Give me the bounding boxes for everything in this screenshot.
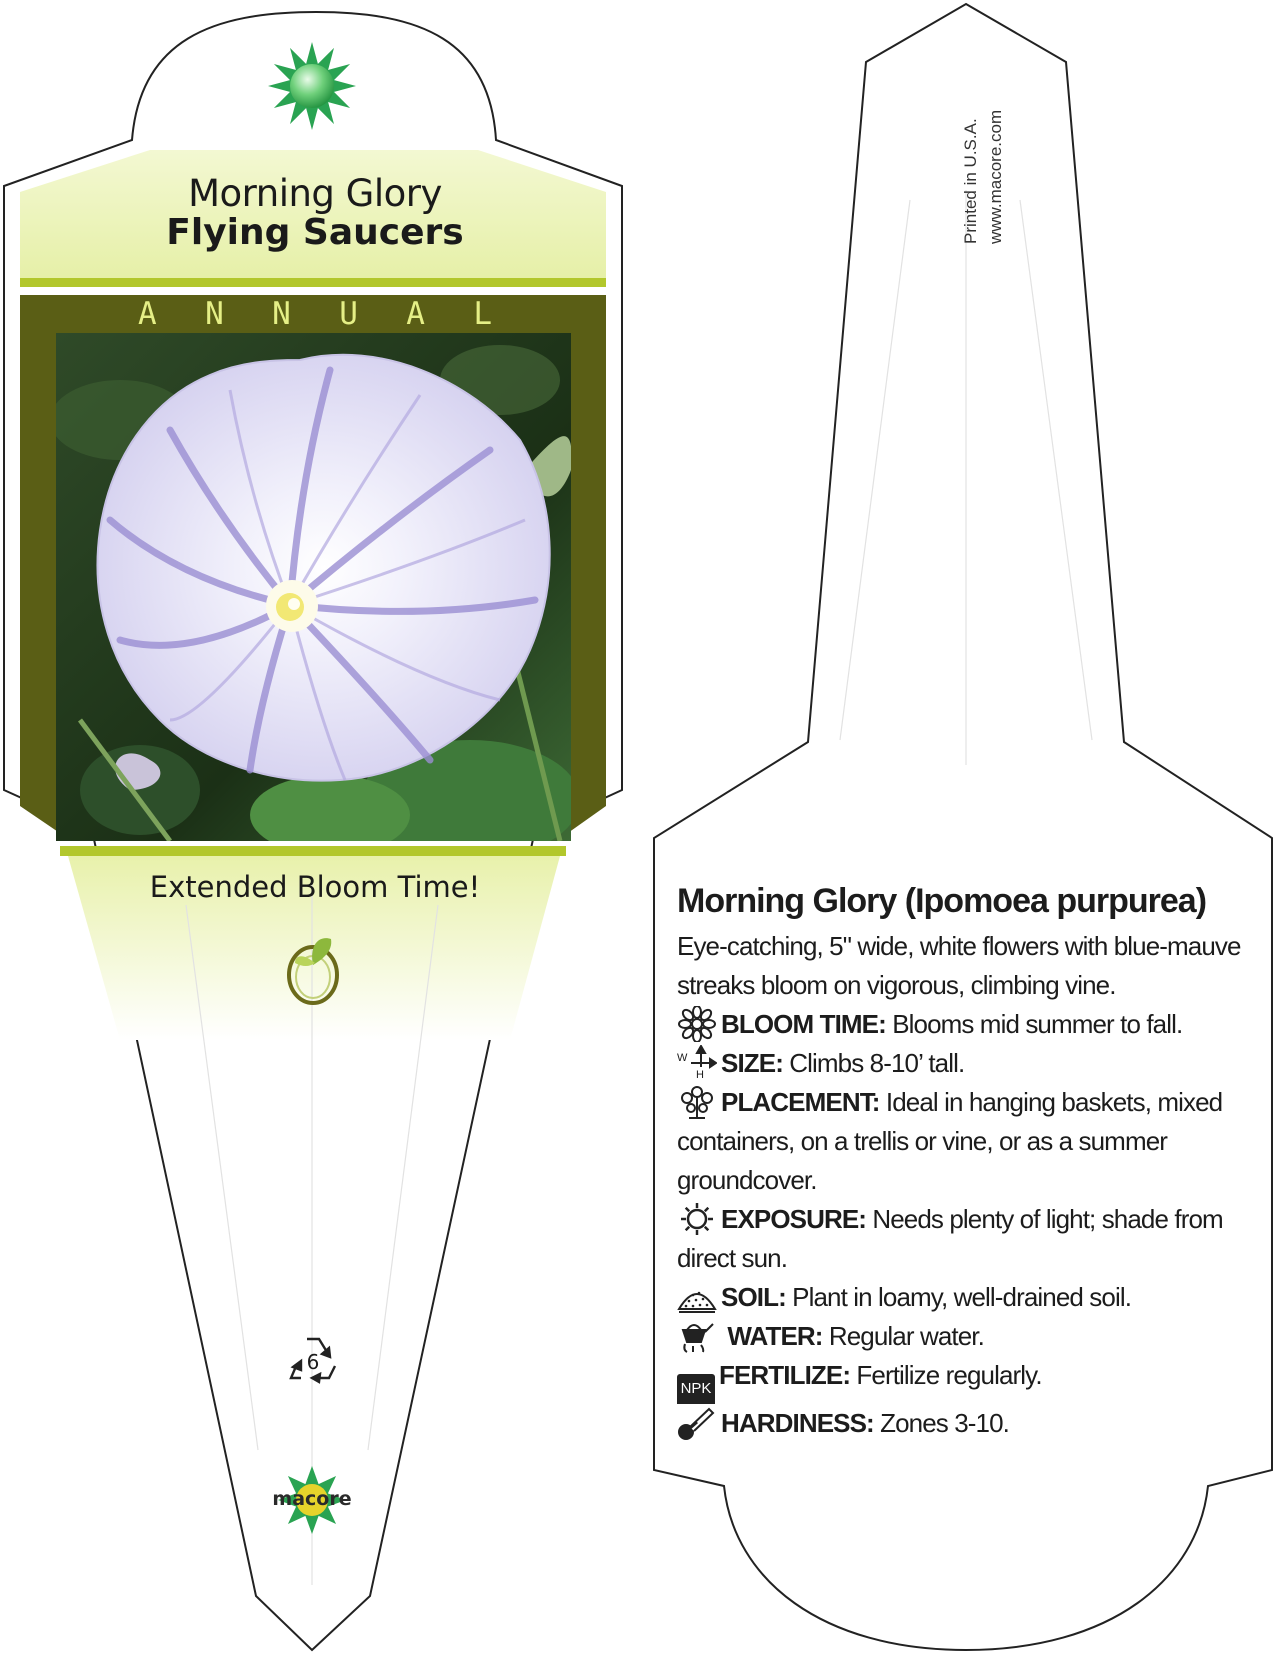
- care-text: Plant in loamy, well-drained soil.: [792, 1282, 1132, 1312]
- watering-can-icon: [677, 1318, 717, 1354]
- category-letter: N: [205, 296, 224, 332]
- care-text: Zones 3-10.: [880, 1408, 1009, 1438]
- placement-plant-icon: [677, 1084, 717, 1120]
- care-heading: Morning Glory (Ipomoea purpurea): [677, 882, 1207, 920]
- care-row-exposure: [677, 1200, 1262, 1278]
- care-label: WATER:: [727, 1321, 823, 1351]
- care-row-size: [677, 1044, 1262, 1083]
- npk-text: NPK: [680, 1380, 712, 1397]
- category-letter: N: [272, 296, 291, 332]
- brand-name: macore: [272, 1488, 352, 1510]
- morning-glory-photo: [50, 333, 580, 860]
- care-text: Regular water.: [828, 1321, 984, 1351]
- sun-icon: [677, 1201, 717, 1237]
- description: Eye-catching, 5" wide, white flowers with blue-mauve streaks bloom on vigorous, climbing vine.: [677, 931, 1241, 1000]
- printed-in: Printed in U.S.A.: [961, 118, 980, 244]
- category-letter: U: [339, 296, 358, 332]
- size-icon-h: H: [696, 1069, 704, 1081]
- recycle-code: 6: [306, 1350, 320, 1374]
- care-text: Fertilize regularly.: [856, 1360, 1042, 1390]
- care-row-hardiness: [677, 1404, 1262, 1443]
- flower-icon: [677, 1006, 717, 1042]
- care-label: EXPOSURE:: [721, 1204, 867, 1234]
- category-letter: A: [406, 296, 425, 332]
- care-row-fertilize: [677, 1356, 1262, 1404]
- size-arrows-icon: [677, 1045, 717, 1081]
- plant-common-name: Morning Glory: [188, 172, 442, 215]
- care-label: BLOOM TIME:: [721, 1009, 886, 1039]
- care-label: PLACEMENT:: [721, 1087, 880, 1117]
- title-band-bar: [20, 278, 606, 287]
- tagline: Extended Bloom Time!: [149, 870, 481, 904]
- care-label: SIZE:: [721, 1048, 783, 1078]
- care-row-water: [677, 1317, 1262, 1356]
- category-letter: L: [473, 296, 492, 332]
- care-label: SOIL:: [721, 1282, 786, 1312]
- care-text: Needs plenty of light; shade from direct sun.: [677, 1204, 1223, 1273]
- npk-icon: [677, 1374, 715, 1404]
- care-label: HARDINESS:: [721, 1408, 874, 1438]
- care-label: FERTILIZE:: [719, 1360, 851, 1390]
- category-label: [60, 296, 570, 334]
- care-row-bloom: [677, 1005, 1262, 1044]
- lower-bar: [60, 846, 566, 856]
- care-row-soil: [677, 1278, 1262, 1317]
- soil-pile-icon: [677, 1279, 717, 1315]
- care-row-placement: [677, 1083, 1262, 1200]
- size-icon-w: W: [677, 1052, 688, 1064]
- plant-variety-name: Flying Saucers: [166, 212, 464, 253]
- care-text: Climbs 8-10’ tall.: [789, 1048, 965, 1078]
- website: www.macore.com: [986, 109, 1005, 244]
- care-text: Ideal in hanging baskets, mixed containers, on a trellis or vine, or as a summer groundcover.: [677, 1087, 1223, 1195]
- care-info: [677, 882, 1262, 1443]
- printer-info: [958, 44, 1008, 244]
- care-text: Blooms mid summer to fall.: [892, 1009, 1183, 1039]
- thermometer-icon: [677, 1405, 717, 1441]
- category-letter: A: [138, 296, 157, 332]
